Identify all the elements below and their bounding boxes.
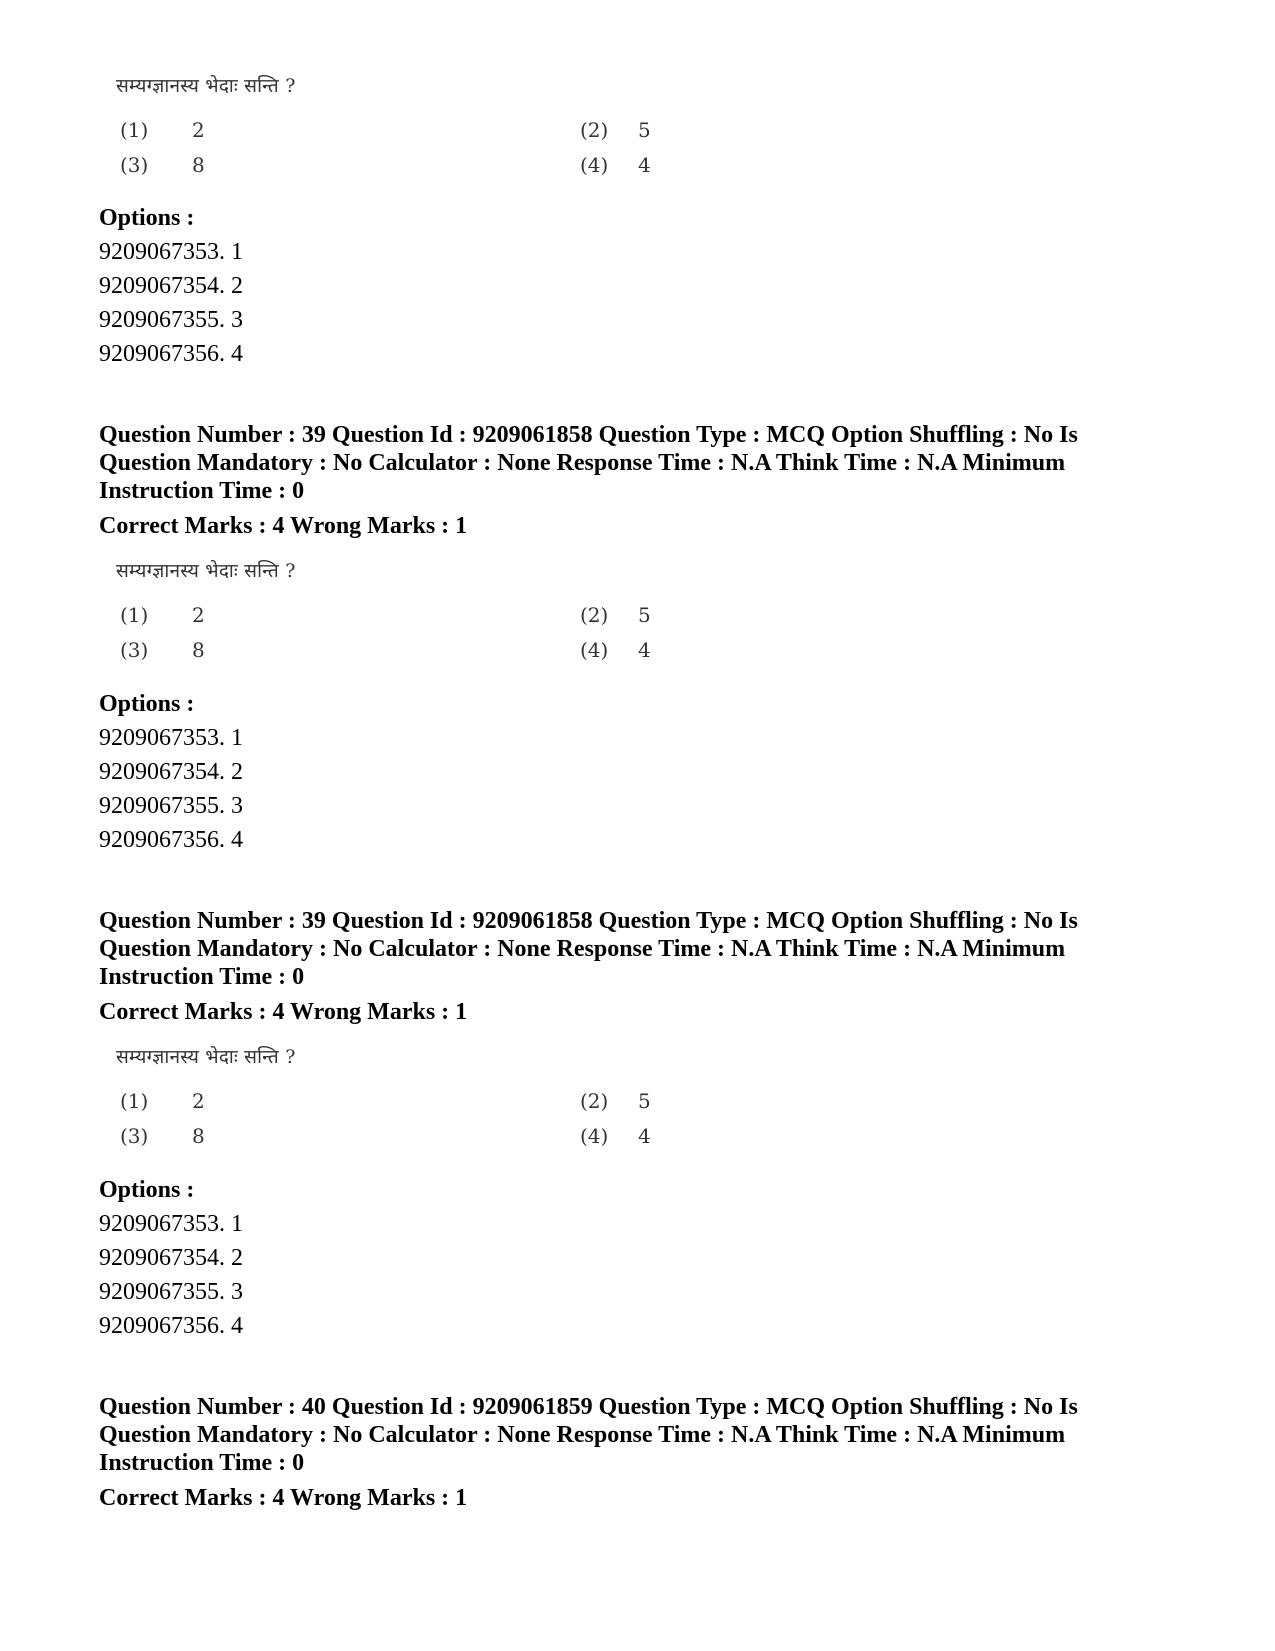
question-stem: सम्यग्ज्ञानस्य भेदाः सन्ति ?	[116, 1046, 296, 1068]
question-image	[116, 1043, 676, 1163]
option-line: 9209067353. 1	[99, 725, 243, 751]
question-stem: सम्यग्ज्ञानस्य भेदाः सन्ति ?	[116, 560, 296, 582]
question-marks: Correct Marks : 4 Wrong Marks : 1	[99, 513, 468, 539]
question-image	[116, 557, 676, 677]
option-line: 9209067356. 4	[99, 827, 243, 853]
choice-3: (3) 8	[120, 1124, 205, 1148]
option-line: 9209067356. 4	[99, 341, 243, 367]
choice-1: (1) 2	[120, 1089, 205, 1113]
option-line: 9209067355. 3	[99, 1279, 243, 1305]
question-marks: Correct Marks : 4 Wrong Marks : 1	[99, 1485, 468, 1511]
options-heading: Options :	[99, 205, 195, 231]
options-heading: Options :	[99, 1177, 195, 1203]
question-meta: Question Number : 39 Question Id : 9209061858 Question Type : MCQ Option Shuffling : No Is Question Mandatory : No Calculator : None Response Time : N.A Think Time : N.A Minimum Instruction Time : 0	[99, 422, 1078, 504]
option-line: 9209067355. 3	[99, 793, 243, 819]
question-marks: Correct Marks : 4 Wrong Marks : 1	[99, 999, 468, 1025]
choice-3: (3) 8	[120, 153, 205, 177]
question-image	[116, 72, 676, 192]
option-line: 9209067355. 3	[99, 307, 243, 333]
question-meta: Question Number : 40 Question Id : 9209061859 Question Type : MCQ Option Shuffling : No Is Question Mandatory : No Calculator : None Response Time : N.A Think Time : N.A Minimum Instruction Time : 0	[99, 1394, 1078, 1476]
choice-2: (2) 5	[580, 118, 651, 142]
option-line: 9209067353. 1	[99, 239, 243, 265]
options-heading: Options :	[99, 691, 195, 717]
option-line: 9209067354. 2	[99, 273, 243, 299]
choice-2: (2) 5	[580, 603, 651, 627]
question-stem: सम्यग्ज्ञानस्य भेदाः सन्ति ?	[116, 75, 296, 97]
question-meta: Question Number : 39 Question Id : 9209061858 Question Type : MCQ Option Shuffling : No Is Question Mandatory : No Calculator : None Response Time : N.A Think Time : N.A Minimum Instruction Time : 0	[99, 908, 1078, 990]
choice-3: (3) 8	[120, 638, 205, 662]
option-line: 9209067354. 2	[99, 1245, 243, 1271]
option-line: 9209067353. 1	[99, 1211, 243, 1237]
option-line: 9209067354. 2	[99, 759, 243, 785]
choice-1: (1) 2	[120, 118, 205, 142]
option-line: 9209067356. 4	[99, 1313, 243, 1339]
choice-4: (4) 4	[580, 153, 651, 177]
choice-2: (2) 5	[580, 1089, 651, 1113]
choice-4: (4) 4	[580, 638, 651, 662]
choice-1: (1) 2	[120, 603, 205, 627]
choice-4: (4) 4	[580, 1124, 651, 1148]
